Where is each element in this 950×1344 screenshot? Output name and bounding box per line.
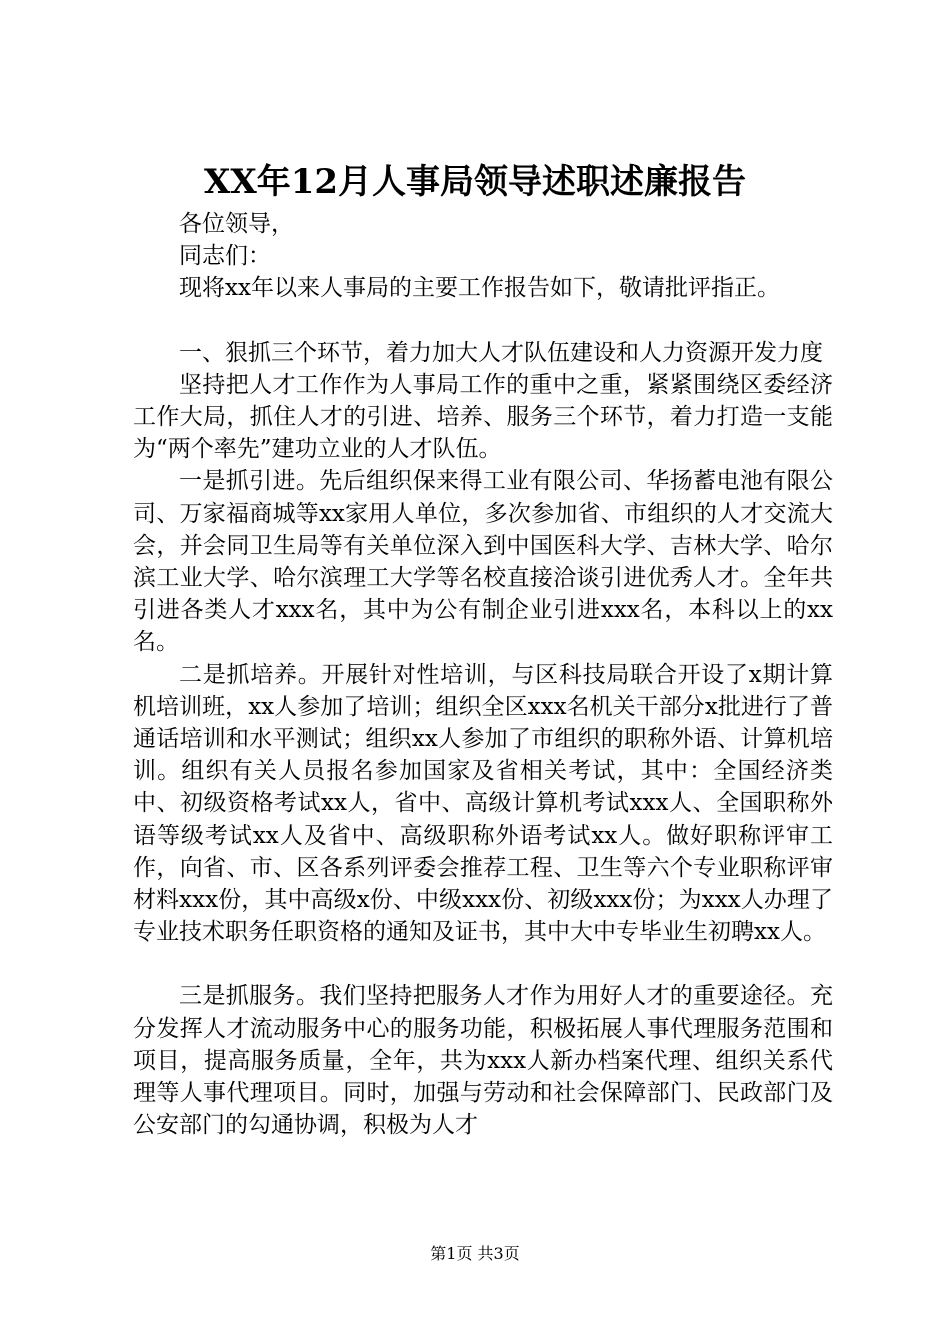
body-paragraph: 二是抓培养。开展针对性培训，与区科技局联合开设了x期计算机培训班，xx人参加了培训；组织全区xxx名机关干部分x批进行了普通话培训和水平测试；组织xx人参加了市组织的职称外语、计算机培训。组织有关人员报名参加国家及省相关考试，其中：全国经济类中、初级资格考试xx人，省中、高级计算机考试xxx人、全国职称外语等级考试xx人及省中、高级职称外语考试xx人。做好职称评审工作，向省、市、区各系列评委会推荐工程、卫生等六个专业职称评审材料xxx份，其中高级x份、中级xxx份、初级xxx份；为xxx人办理了专业技术职务任职资格的通知及证书，其中大中专毕业生初聘xx人。: [133, 661, 833, 946]
body-paragraph: 三是抓服务。我们坚持把服务人才作为用好人才的重要途径。充分发挥人才流动服务中心的服务功能，积极拓展人事代理服务范围和项目，提高服务质量，全年，共为xxx人新办档案代理、组织关系代理等人事代理项目。同时，加强与劳动和社会保障部门、民政部门及公安部门的勾通协调，积极为人才: [133, 983, 833, 1139]
body-paragraph: 坚持把人才工作作为人事局工作的重中之重，紧紧围绕区委经济工作大局，抓住人才的引进、培养、服务三个环节，着力打造一支能为“两个率先”建功立业的人才队伍。: [133, 371, 833, 463]
document-title: XX年12月人事局领导述职述廉报告: [203, 162, 747, 202]
salutation-comrades: 同志们：: [179, 243, 271, 270]
salutation-leaders: 各位领导，: [179, 211, 294, 237]
page-footer: 第1页 共3页: [430, 1244, 520, 1263]
document-body: [133, 208, 833, 1141]
body-paragraph: 一是抓引进。先后组织保来得工业有限公司、华扬蓄电池有限公司、万家福商城等xx家用人单位，多次参加省、市组织的人才交流大会，并会同卫生局等有关单位深入到中国医科大学、吉林大学、哈尔滨工业大学、哈尔滨理工大学等名校直接洽谈引进优秀人才。全年共引进各类人才xxx名，其中为公有制企业引进xxx名，本科以上的xx名。: [133, 468, 833, 656]
intro-paragraph: 现将xx年以来人事局的主要工作报告如下，敬请批评指正。: [179, 275, 780, 302]
section-heading-1: 一、狠抓三个环节，着力加大人才队伍建设和人力资源开发力度: [179, 339, 823, 366]
